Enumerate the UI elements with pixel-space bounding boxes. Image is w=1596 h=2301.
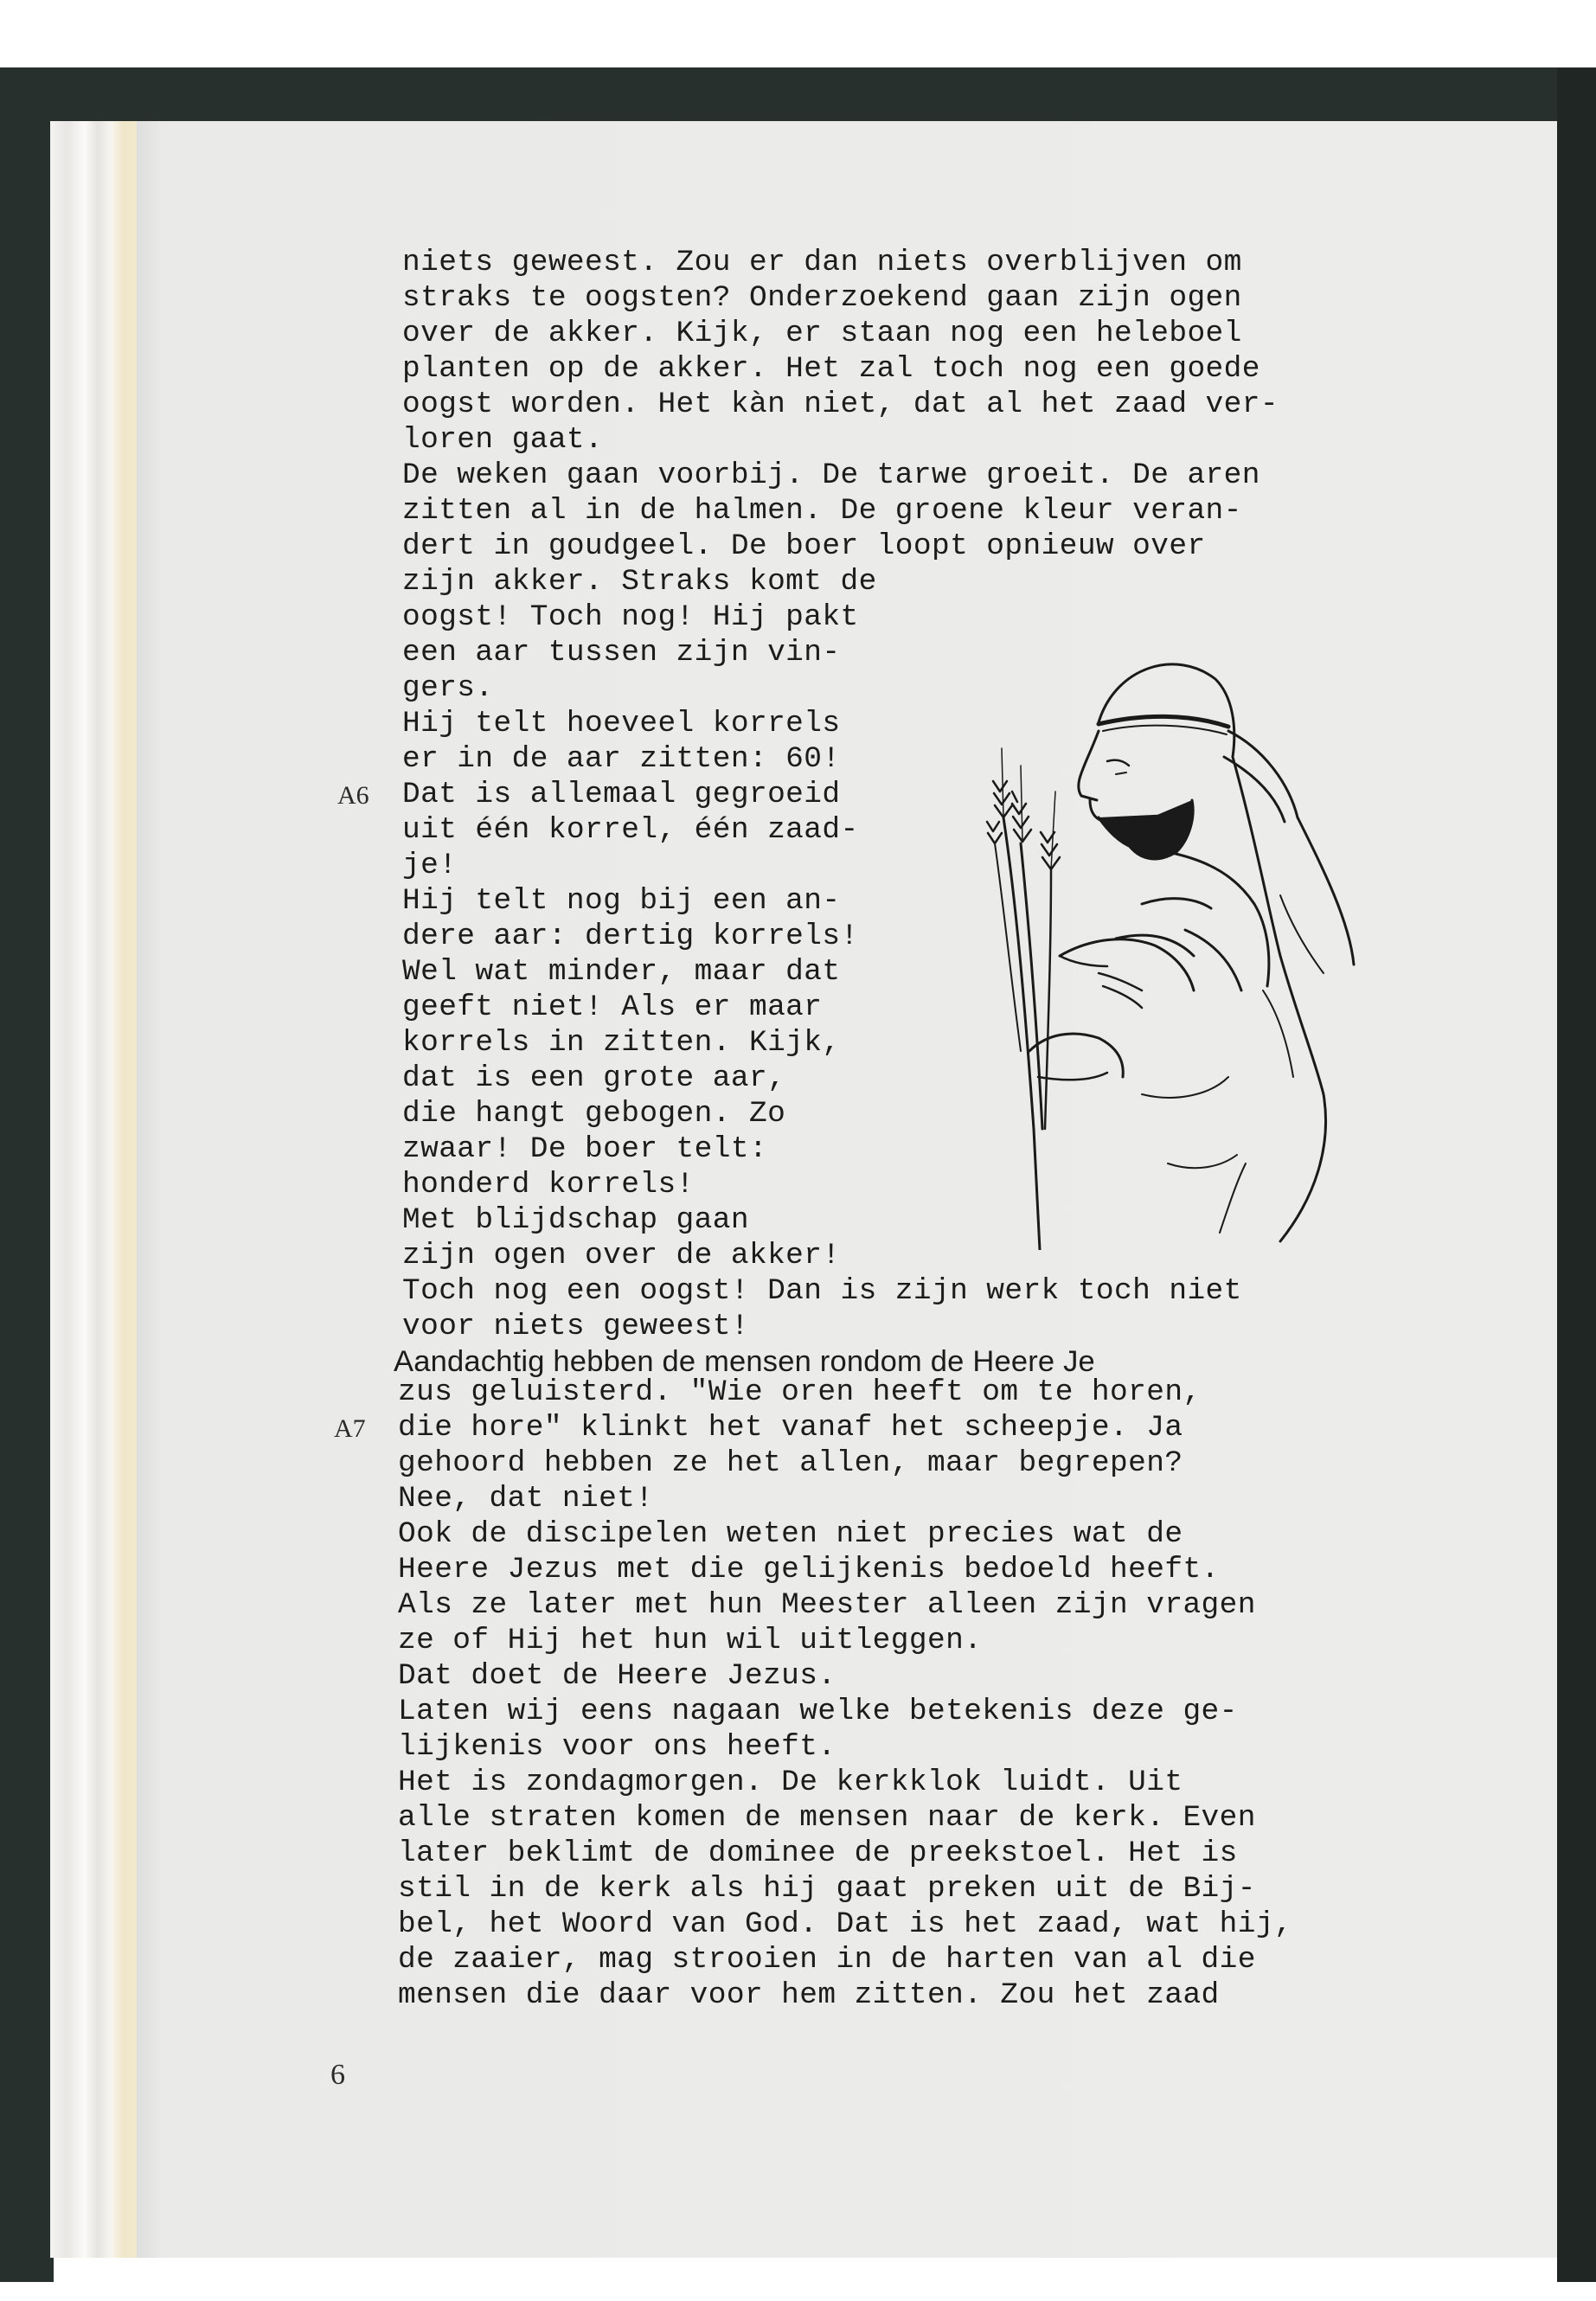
farmer-with-wheat-illustration — [969, 644, 1375, 1250]
text-line: straks te oogsten? Onderzoekend gaan zijn ogen — [402, 281, 1242, 315]
text-line: geeft niet! Als er maar — [402, 990, 823, 1024]
text-line: alle straten komen de mensen naar de kerk. Even — [398, 1801, 1256, 1835]
text-line: zwaar! De boer telt: — [402, 1132, 768, 1166]
text-line: oogst worden. Het kàn niet, dat al het zaad ver- — [402, 388, 1279, 421]
text-line: Aandachtig hebben de mensen rondom de Heere Je — [394, 1345, 1095, 1378]
text-line: Hij telt hoeveel korrels — [402, 707, 841, 740]
text-line: Dat is allemaal gegroeid — [402, 778, 841, 811]
text-line: zijn ogen over de akker! — [402, 1239, 841, 1272]
text-line: die hangt gebogen. Zo — [402, 1097, 786, 1131]
text-line: zitten al in de halmen. De groene kleur veran- — [402, 494, 1242, 528]
book-cover-spine — [0, 67, 54, 2282]
text-line: Als ze later met hun Meester alleen zijn vragen — [398, 1588, 1256, 1622]
text-line: niets geweest. Zou er dan niets overblijven om — [402, 246, 1242, 279]
text-line: gehoord hebben ze het allen, maar begrepen? — [398, 1446, 1183, 1480]
text-line: die hore" klinkt het vanaf het scheepje. Ja — [398, 1411, 1183, 1445]
text-line: Ook de discipelen weten niet precies wat de — [398, 1517, 1183, 1551]
page-edges — [50, 121, 145, 2258]
text-line: de zaaier, mag strooien in de harten van al die — [398, 1943, 1256, 1977]
text-line: je! — [402, 849, 458, 882]
text-line: ze of Hij het hun wil uitleggen. — [398, 1624, 983, 1657]
margin-marker: A7 — [334, 1414, 366, 1443]
text-line: zijn akker. Straks komt de — [402, 565, 877, 599]
text-line: Met blijdschap gaan — [402, 1203, 749, 1237]
text-line: Het is zondagmorgen. De kerkklok luidt. Uit — [398, 1766, 1183, 1799]
text-line: er in de aar zitten: 60! — [402, 742, 841, 776]
margin-marker: A6 — [337, 781, 369, 810]
text-line: dert in goudgeel. De boer loopt opnieuw over — [402, 529, 1206, 563]
text-line: gers. — [402, 671, 494, 705]
text-line: bel, het Woord van God. Dat is het zaad, wat hij, — [398, 1907, 1293, 1941]
text-line: Toch nog een oogst! Dan is zijn werk toch niet — [402, 1274, 1242, 1308]
text-line: Dat doet de Heere Jezus. — [398, 1659, 836, 1693]
text-line: oogst! Toch nog! Hij pakt — [402, 600, 859, 634]
text-line: korrels in zitten. Kijk, — [402, 1026, 841, 1060]
text-line: loren gaat. — [402, 423, 604, 457]
text-line: honderd korrels! — [402, 1168, 695, 1202]
book-cover-top — [0, 67, 1596, 121]
text-line: over de akker. Kijk, er staan nog een heleboel — [402, 317, 1242, 350]
text-line: Wel wat minder, maar dat — [402, 955, 841, 989]
text-line: voor niets geweest! — [402, 1310, 749, 1343]
book-cover-right — [1557, 67, 1596, 2282]
text-line: mensen die daar voor hem zitten. Zou het zaad — [398, 1978, 1220, 2012]
text-line: Laten wij eens nagaan welke betekenis deze ge- — [398, 1695, 1238, 1728]
text-line: zus geluisterd. "Wie oren heeft om te horen, — [398, 1375, 1202, 1409]
text-line: later beklimt de dominee de preekstoel. Het is — [398, 1836, 1238, 1870]
text-line: planten op de akker. Het zal toch nog een goede — [402, 352, 1260, 386]
text-line: een aar tussen zijn vin- — [402, 636, 841, 670]
text-line: dat is een grote aar, — [402, 1061, 786, 1095]
text-line: dere aar: dertig korrels! — [402, 920, 859, 953]
text-line: uit één korrel, één zaad- — [402, 813, 859, 847]
text-line: stil in de kerk als hij gaat preken uit de Bij- — [398, 1872, 1256, 1906]
page-number: 6 — [330, 2059, 345, 2091]
text-line: Nee, dat niet! — [398, 1482, 654, 1516]
text-line: De weken gaan voorbij. De tarwe groeit. De aren — [402, 458, 1260, 492]
text-line: lijkenis voor ons heeft. — [398, 1730, 836, 1764]
text-line: Hij telt nog bij een an- — [402, 884, 841, 918]
text-line: Heere Jezus met die gelijkenis bedoeld heeft. — [398, 1553, 1220, 1586]
